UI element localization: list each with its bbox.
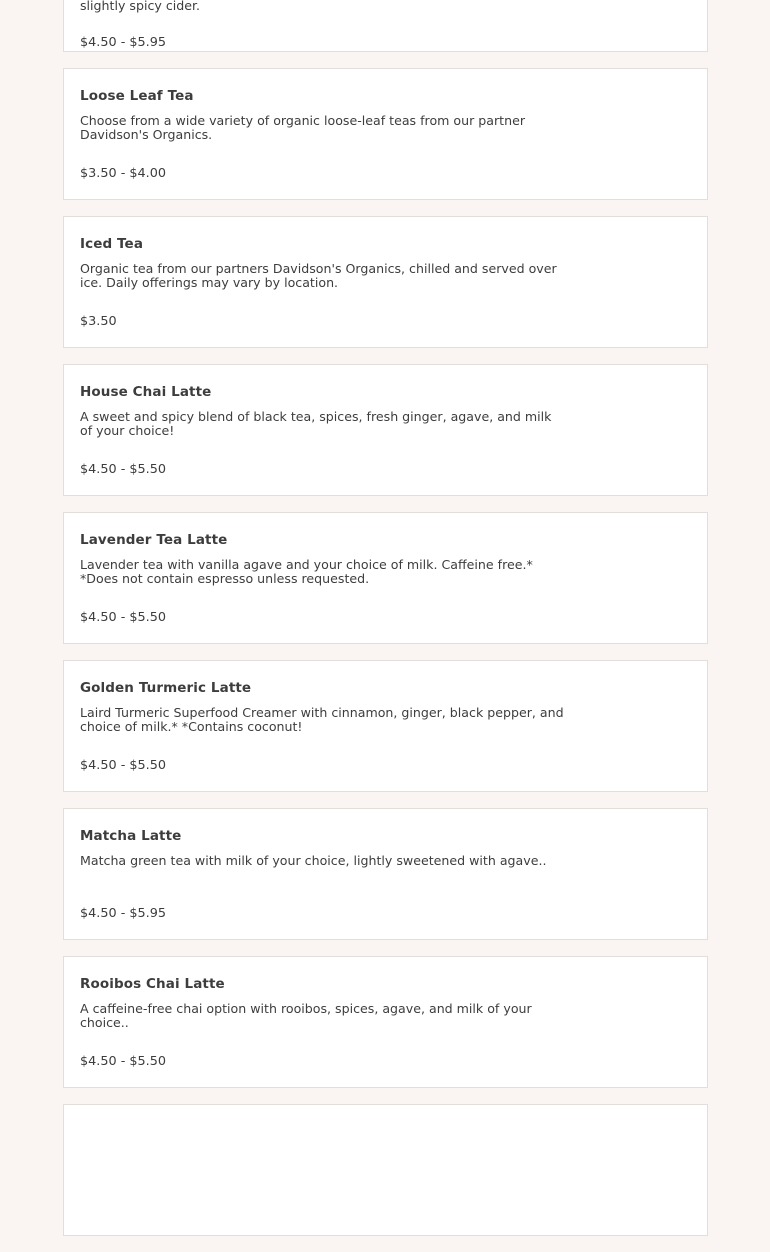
menu-item-price: $4.50 - $5.50 — [80, 462, 167, 477]
menu-item-card[interactable] — [63, 0, 708, 52]
menu-item-description: Choose from a wide variety of organic loose-leaf teas from our partner Davidson's Organics. — [80, 113, 526, 142]
menu-item-card[interactable] — [63, 512, 708, 644]
menu-item-card[interactable] — [63, 1104, 708, 1236]
menu-item-name: Golden Turmeric Latte — [80, 680, 252, 696]
menu-item-description: Matcha green tea with milk of your choice, lightly sweetened with agave.. — [80, 853, 547, 868]
menu-item-card[interactable] — [63, 68, 708, 200]
menu-item-price: $3.50 - $4.00 — [80, 166, 167, 181]
menu-item-price: $3.50 — [80, 314, 117, 329]
menu-item-description: Organic tea from our partners Davidson's Organics, chilled and served over ice. Daily offerings may vary by location. — [80, 261, 557, 290]
menu-item-name: Iced Tea — [80, 236, 144, 252]
menu-item-card[interactable] — [63, 956, 708, 1088]
menu-item-name: Loose Leaf Tea — [80, 88, 194, 104]
menu-item-list — [63, 0, 708, 1252]
menu-item-card[interactable] — [63, 216, 708, 348]
menu-item-card[interactable] — [63, 660, 708, 792]
menu-item-description: Lavender tea with vanilla agave and your choice of milk. Caffeine free.* *Does not contain espresso unless requested. — [80, 557, 533, 586]
menu-item-name: House Chai Latte — [80, 384, 212, 400]
menu-item-price: $4.50 - $5.95 — [80, 906, 167, 921]
menu-item-price: $4.50 - $5.50 — [80, 758, 167, 773]
menu-item-description: A caffeine-free chai option with rooibos, spices, agave, and milk of your choice.. — [80, 1001, 532, 1030]
menu-item-name: Lavender Tea Latte — [80, 532, 228, 548]
menu-item-description: Laird Turmeric Superfood Creamer with cinnamon, ginger, black pepper, and choice of milk.* *Contains coconut! — [80, 705, 564, 734]
menu-item-name: Matcha Latte — [80, 828, 182, 844]
menu-item-card[interactable] — [63, 808, 708, 940]
menu-item-price: $4.50 - $5.95 — [80, 35, 167, 50]
menu-item-name: Rooibos Chai Latte — [80, 976, 225, 992]
menu-item-price: $4.50 - $5.50 — [80, 1054, 167, 1069]
menu-item-price: $4.50 - $5.50 — [80, 610, 167, 625]
menu-item-card[interactable] — [63, 364, 708, 496]
menu-item-description: slightly spicy cider. — [80, 0, 201, 13]
menu-item-description: A sweet and spicy blend of black tea, spices, fresh ginger, agave, and milk of your choice! — [80, 409, 552, 438]
